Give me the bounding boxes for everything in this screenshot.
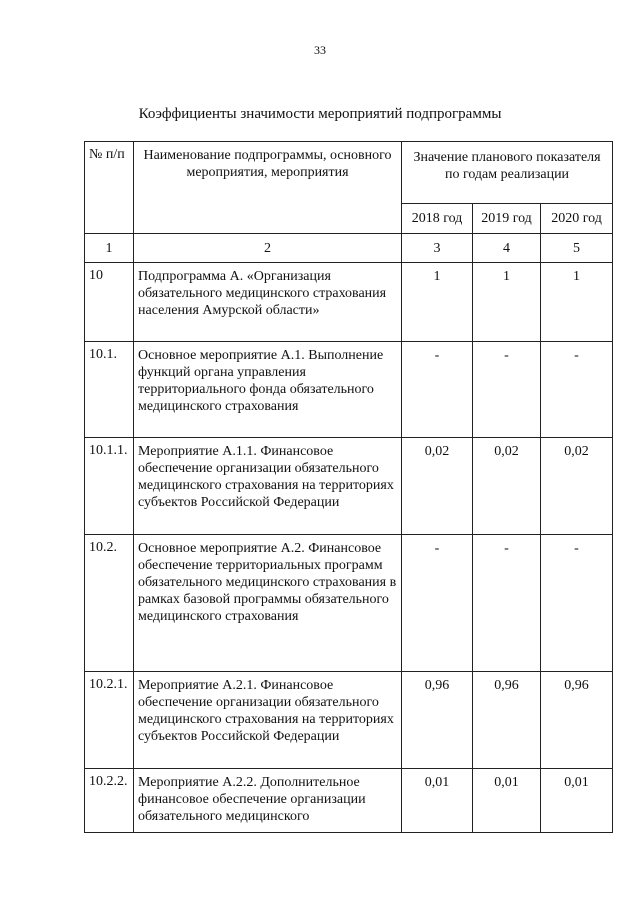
row-number: 10.2. — [85, 535, 134, 672]
table-row — [85, 535, 613, 672]
row-value-2019: 0,96 — [473, 672, 541, 769]
row-name: Подпрограмма А. «Организация обязательного медицинского страхования населения Амурской области» — [134, 263, 402, 342]
row-value-2020: 1 — [541, 263, 613, 342]
index-cell: 1 — [85, 234, 134, 263]
row-number: 10.1.1. — [85, 438, 134, 535]
header-cell-number: № п/п — [85, 142, 134, 234]
row-value-2020: 0,02 — [541, 438, 613, 535]
table-row — [85, 672, 613, 769]
header-year-2019: 2019 год — [473, 204, 541, 234]
row-number: 10 — [85, 263, 134, 342]
row-name: Основное мероприятие А.2. Финансовое обеспечение территориальных программ обязательного медицинского страхования в рамках базовой программы обязательного медицинского страхования — [134, 535, 402, 672]
row-value-2018: 0,02 — [402, 438, 473, 535]
row-number: 10.1. — [85, 342, 134, 438]
row-value-2018: 1 — [402, 263, 473, 342]
row-value-2019: 0,01 — [473, 769, 541, 833]
header-cell-name: Наименование подпрограммы, основного мероприятия, мероприятия — [134, 142, 402, 234]
row-value-2020: 0,01 — [541, 769, 613, 833]
row-value-2019: 0,02 — [473, 438, 541, 535]
row-name: Основное мероприятие А.1. Выполнение функций органа управления территориального фонда обязательного медицинского страхования — [134, 342, 402, 438]
row-value-2018: - — [402, 342, 473, 438]
row-value-2020: - — [541, 535, 613, 672]
row-value-2020: 0,96 — [541, 672, 613, 769]
index-cell: 4 — [473, 234, 541, 263]
index-cell: 3 — [402, 234, 473, 263]
table-row — [85, 438, 613, 535]
row-value-2018: 0,01 — [402, 769, 473, 833]
row-name: Мероприятие А.1.1. Финансовое обеспечение организации обязательного медицинского страхования на территориях субъектов Российской Федерации — [134, 438, 402, 535]
row-value-2019: - — [473, 342, 541, 438]
row-number: 10.2.1. — [85, 672, 134, 769]
page-number: 33 — [314, 43, 326, 57]
header-year-2018: 2018 год — [402, 204, 473, 234]
header-cell-value-group: Значение планового показателя по годам реализации — [402, 142, 613, 204]
row-value-2019: 1 — [473, 263, 541, 342]
table-row — [85, 769, 613, 833]
row-name: Мероприятие А.2.2. Дополнительное финансовое обеспечение организации обязательного медицинского — [134, 769, 402, 833]
table-row — [85, 263, 613, 342]
row-value-2020: - — [541, 342, 613, 438]
row-value-2018: 0,96 — [402, 672, 473, 769]
coefficients-table — [84, 141, 613, 833]
table-row — [85, 342, 613, 438]
table-header-row — [85, 142, 613, 204]
row-value-2018: - — [402, 535, 473, 672]
table-index-row — [85, 234, 613, 263]
row-number: 10.2.2. — [85, 769, 134, 833]
header-year-2020: 2020 год — [541, 204, 613, 234]
row-value-2019: - — [473, 535, 541, 672]
index-cell: 2 — [134, 234, 402, 263]
row-name: Мероприятие А.2.1. Финансовое обеспечение организации обязательного медицинского страхования на территориях субъектов Российской Федерации — [134, 672, 402, 769]
page-title: Коэффициенты значимости мероприятий подпрограммы — [138, 106, 502, 122]
index-cell: 5 — [541, 234, 613, 263]
